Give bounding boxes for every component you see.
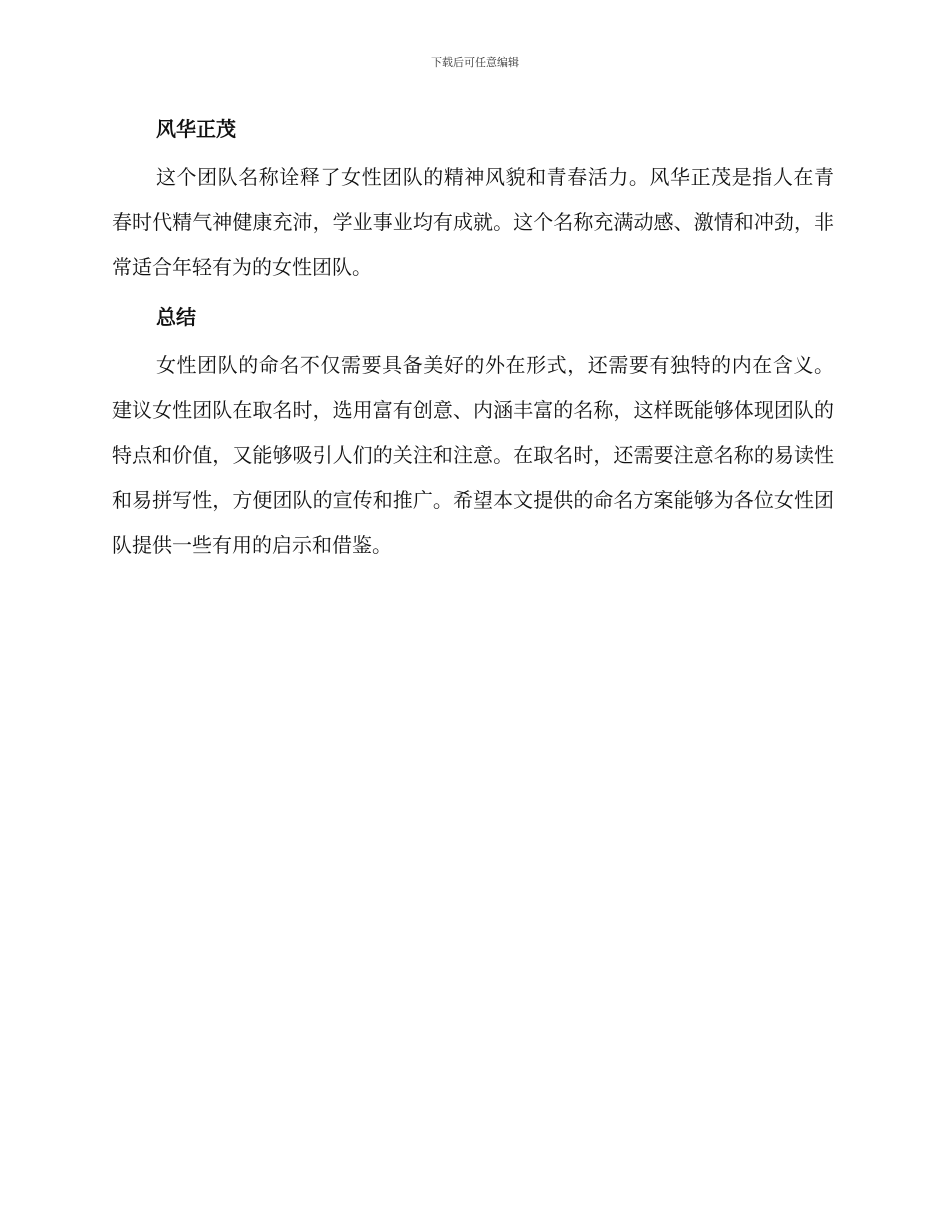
section-paragraph-fenghua: 这个团队名称诠释了女性团队的精神风貌和青春活力。风华正茂是指人在青春时代精气神健康充沛，学业事业均有成就。这个名称充满动感、激情和冲劲，非常适合年轻有为的女性团队。 [112,165,834,279]
document-body [112,114,834,568]
section-heading-fenghua: 风华正茂 [156,117,236,141]
header-note: 下载后可任意编辑 [431,56,519,69]
section-paragraph-summary: 女性团队的命名不仅需要具备美好的外在形式，还需要有独特的内在含义。建议女性团队在取名时，选用富有创意、内涵丰富的名称，这样既能够体现团队的特点和价值，又能够吸引人们的关注和注意。在取名时，还需要注意名称的易读性和易拼写性，方便团队的宣传和推广。希望本文提供的命名方案能够为各位女性团队提供一些有用的启示和借鉴。 [112,353,834,557]
section-heading-summary: 总结 [156,305,196,329]
